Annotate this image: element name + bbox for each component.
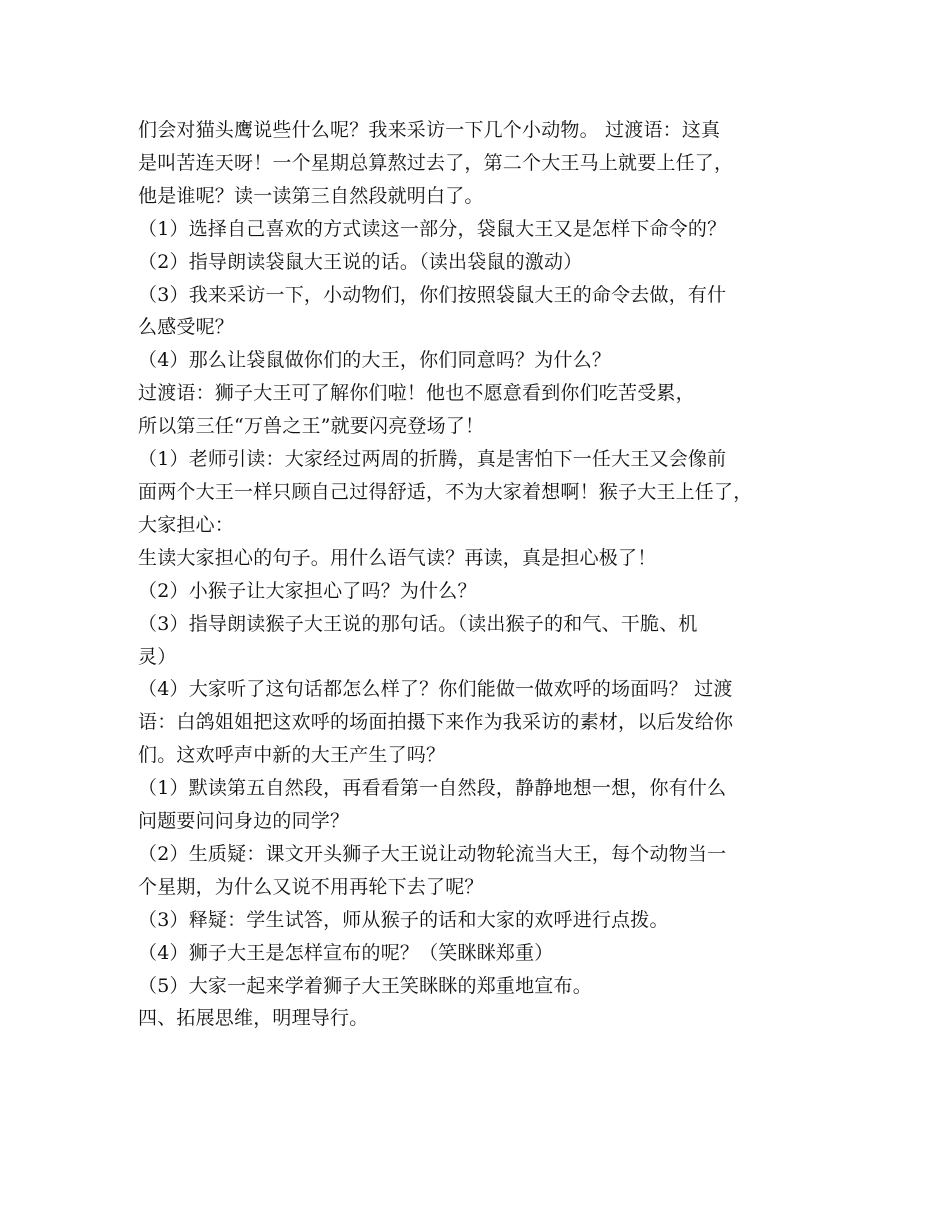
text-line: （3）我来采访一下，小动物们，你们按照袋鼠大王的命令去做，有什 [138, 283, 727, 306]
text-line: （4）狮子大王是怎样宣布的呢？（笑眯眯郑重） [138, 941, 554, 964]
text-line: 是叫苦连天呀！一个星期总算熬过去了，第二个大王马上就要上任了， [138, 151, 734, 174]
text-line: 所以第三任“万兽之王”就要闪亮登场了！ [138, 415, 485, 438]
text-line: 面两个大王一样只顾自己过得舒适，不为大家着想啊！猴子大王上任了， [138, 480, 753, 503]
text-line: （4）大家听了这句话都怎么样了？你们能做一做欢呼的场面吗？ 过渡 [138, 678, 733, 701]
text-line: 们。这欢呼声中新的大王产生了吗？ [138, 744, 446, 767]
text-line: （2）小猴子让大家担心了吗？为什么？ [138, 579, 477, 602]
text-line: （2）指导朗读袋鼠大王说的话。（读出袋鼠的激动） [138, 250, 583, 273]
text-line: 们会对猫头鹰说些什么呢？我来采访一下几个小动物。 过渡语：这真 [138, 119, 721, 141]
text-line: （5）大家一起来学着狮子大王笑眯眯的郑重地宣布。 [138, 974, 592, 997]
section-heading: 四、拓展思维，明理导行。 [138, 1007, 369, 1030]
text-line: （1）老师引读：大家经过两周的折腾，真是害怕下一任大王又会像前 [138, 448, 727, 471]
text-line: 问题要问问身边的同学？ [138, 810, 350, 833]
text-line: （1）默读第五自然段，再看看第一自然段，静静地想一想，你有什么 [138, 777, 727, 800]
text-line: （2）生质疑：课文开头狮子大王说让动物轮流当大王，每个动物当一 [138, 842, 727, 865]
text-line: 大家担心： [138, 513, 235, 536]
text-line: （4）那么让袋鼠做你们的大王，你们同意吗？为什么？ [138, 349, 612, 372]
text-line: 么感受呢？ [138, 316, 235, 339]
text-line: 语：白鸽姐姐把这欢呼的场面拍摄下来作为我采访的素材，以后发给你 [138, 711, 734, 734]
text-line: 生读大家担心的句子。用什么语气读？再读，真是担心极了！ [138, 546, 657, 569]
text-line: 他是谁呢？读一读第三自然段就明白了。 [138, 184, 484, 207]
text-line: 个星期，为什么又说不用再轮下去了呢？ [138, 875, 484, 898]
text-line: 过渡语：狮子大王可了解你们啦！他也不愿意看到你们吃苦受累， [138, 382, 695, 405]
text-line: （1）选择自己喜欢的方式读这一部分，袋鼠大王又是怎样下命令的？ [138, 217, 727, 240]
text-line: 灵） [138, 645, 177, 668]
text-line: （3）释疑：学生试答，师从猴子的话和大家的欢呼进行点拨。 [138, 908, 669, 931]
document-body [138, 114, 828, 1035]
text-line: （3）指导朗读猴子大王说的那句话。（读出猴子的和气、干脆、机 [138, 612, 698, 635]
